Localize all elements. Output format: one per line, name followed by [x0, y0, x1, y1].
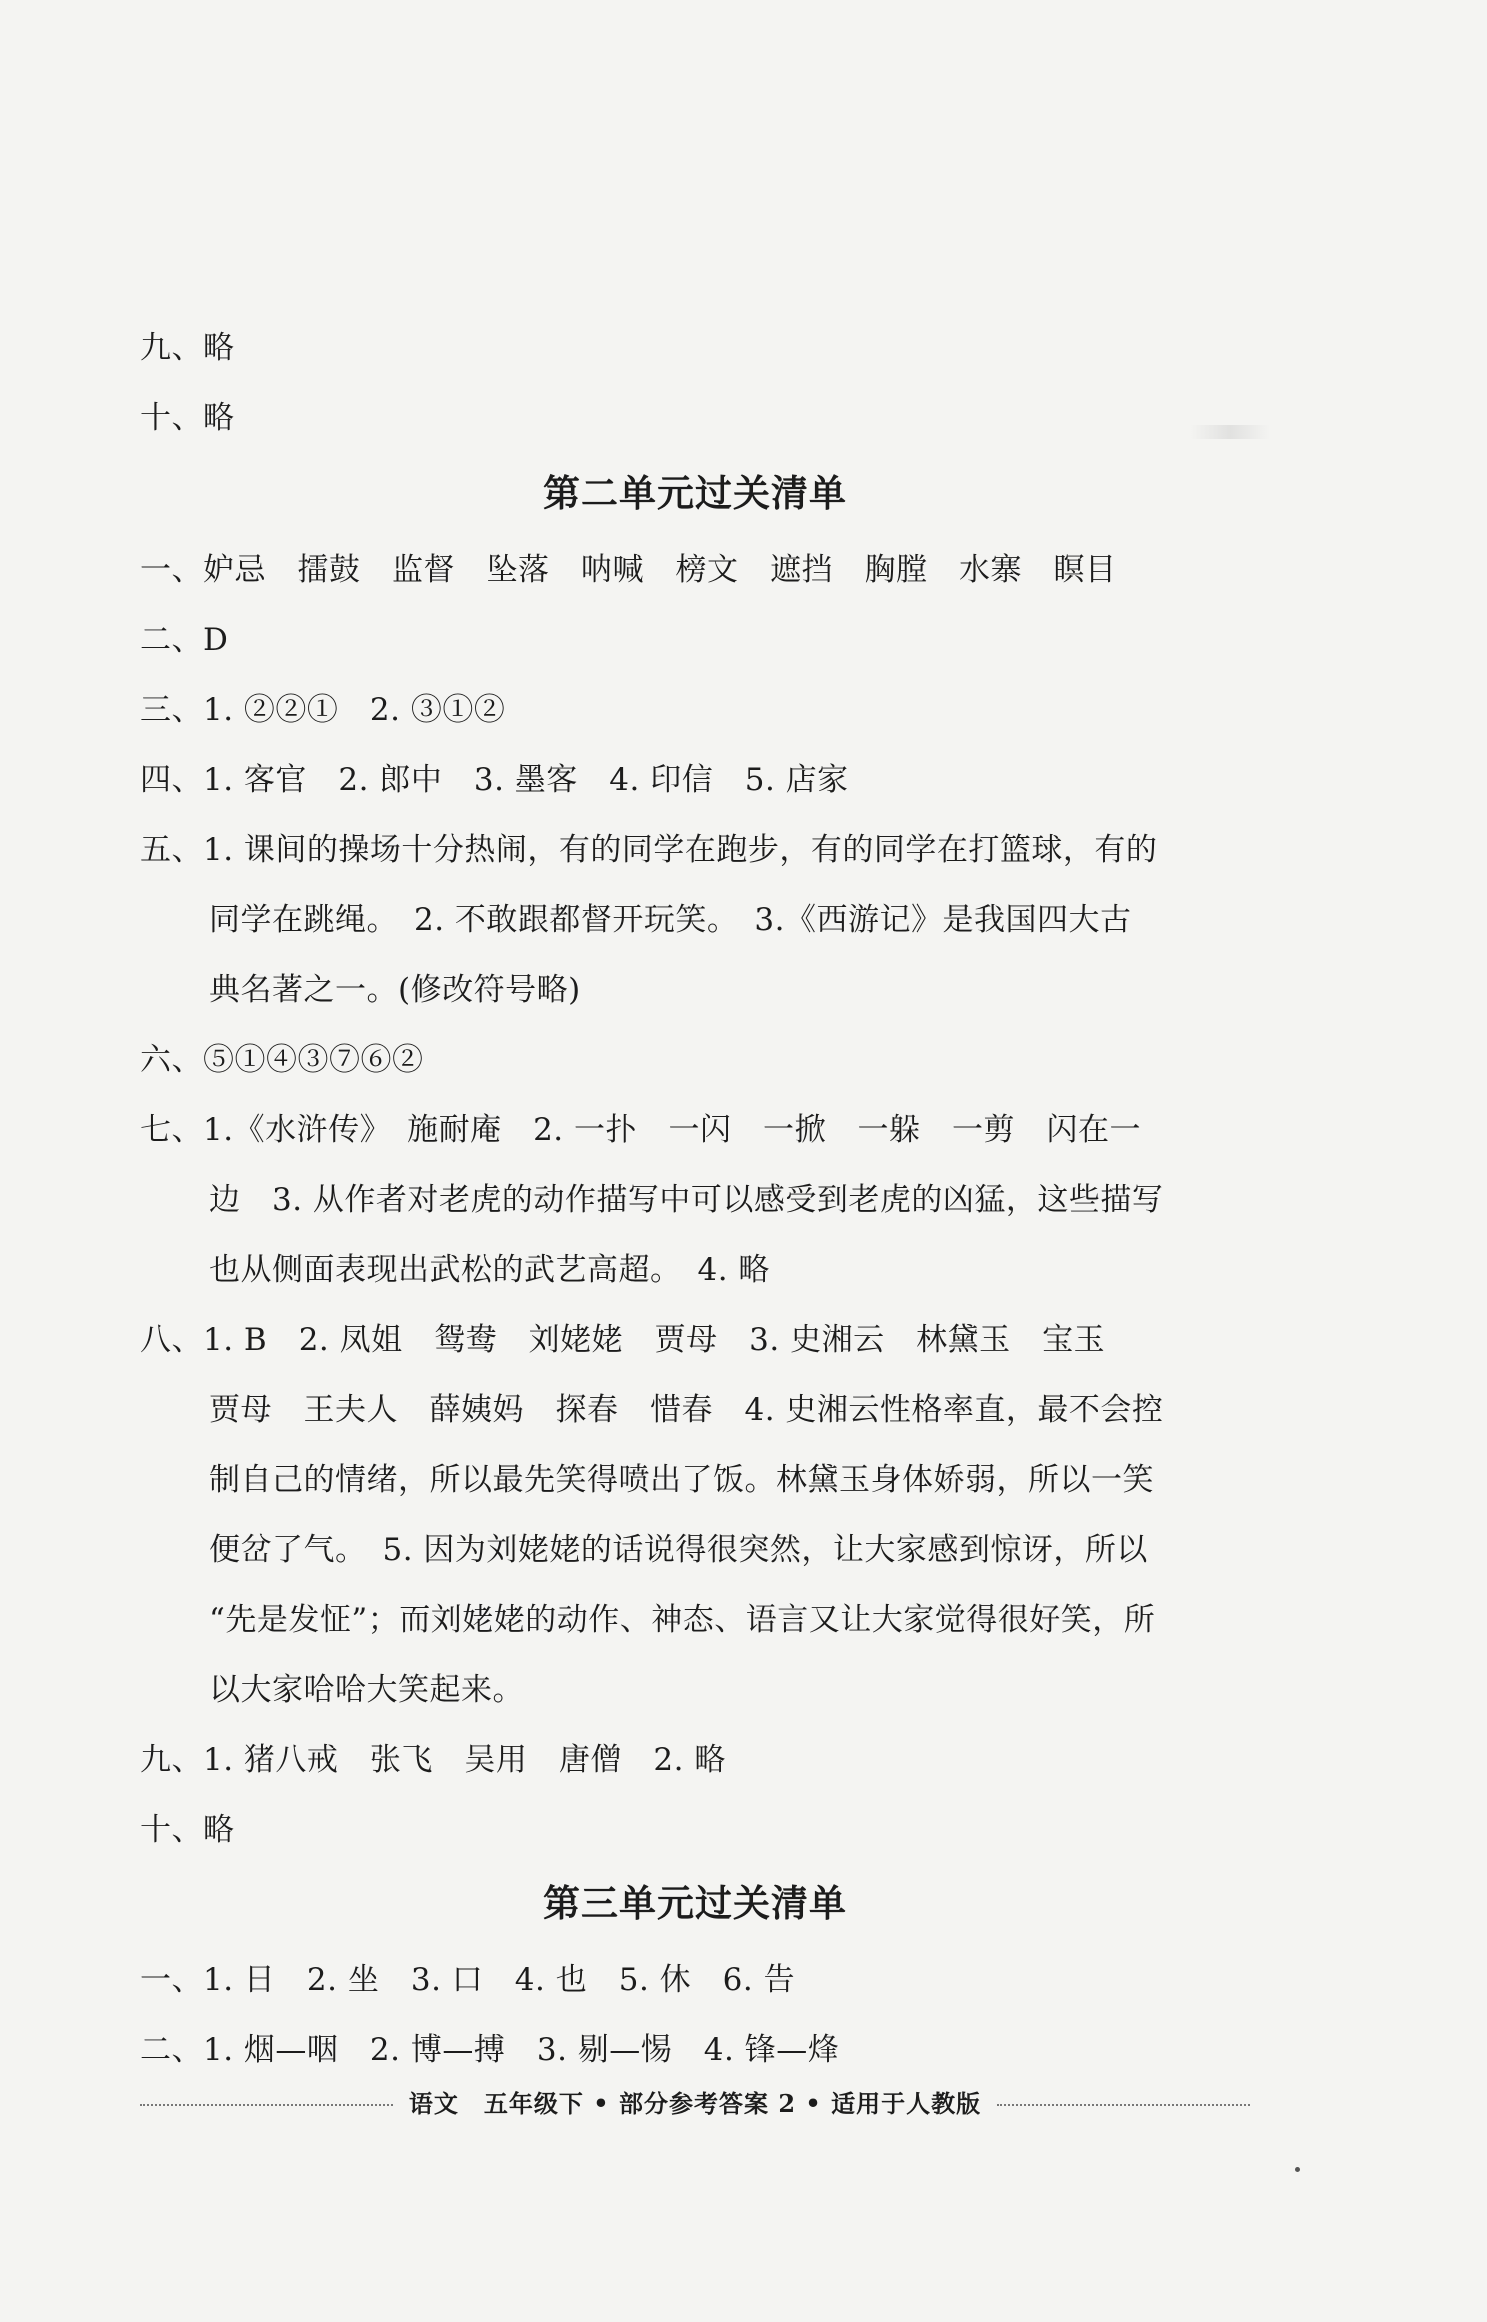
unit2-answer-9: 九、1. 猪八戒 张飞 吴用 唐僧 2. 略: [140, 1742, 726, 1778]
unit2-answer-8-line3: 制自己的情绪，所以最先笑得喷出了饭。林黛玉身体娇弱，所以一笑: [209, 1462, 1154, 1498]
unit3-title: 第三单元过关清单: [543, 1881, 847, 1925]
footer-dotted-rule-left: [140, 2104, 393, 2106]
unit2-answer-1: 一、妒忌 擂鼓 监督 坠落 呐喊 榜文 遮挡 胸膛 水寨 瞑目: [140, 552, 1117, 588]
faint-bleed-mark: [1190, 425, 1270, 439]
prev-answer-nine: 九、略: [140, 330, 235, 366]
unit2-answer-8-line1: 八、1. B 2. 凤姐 鸳鸯 刘姥姥 贾母 3. 史湘云 林黛玉 宝玉: [140, 1322, 1106, 1358]
unit2-answer-7-line1: 七、1.《水浒传》 施耐庵 2. 一扑 一闪 一掀 一躲 一剪 闪在一: [140, 1112, 1142, 1148]
footer-dotted-rule-right: [997, 2104, 1250, 2106]
unit2-answer-5-line3: 典名著之一。(修改符号略): [209, 972, 581, 1008]
scan-speck: [1295, 2167, 1300, 2172]
unit2-answer-8-line6: 以大家哈哈大笑起来。: [209, 1672, 524, 1708]
unit2-answer-4: 四、1. 客官 2. 郎中 3. 墨客 4. 印信 5. 店家: [140, 762, 849, 798]
unit2-title: 第二单元过关清单: [543, 471, 847, 515]
unit2-answer-8-line4: 便岔了气。 5. 因为刘姥姥的话说得很突然，让大家感到惊讶，所以: [209, 1532, 1148, 1568]
unit2-answer-7-line3: 也从侧面表现出武松的武艺高超。 4. 略: [209, 1252, 770, 1288]
unit3-answer-2: 二、1. 烟—咽 2. 博—搏 3. 剔—惕 4. 锋—烽: [140, 2032, 840, 2068]
unit2-answer-10: 十、略: [140, 1812, 235, 1848]
unit2-answer-7-line2: 边 3. 从作者对老虎的动作描写中可以感受到老虎的凶猛，这些描写: [209, 1182, 1164, 1218]
page-footer: [140, 2088, 1250, 2120]
unit2-answer-3: 三、1. ②②① 2. ③①②: [140, 692, 506, 728]
unit2-answer-6: 六、⑤①④③⑦⑥②: [140, 1042, 424, 1078]
unit2-answer-8-line2: 贾母 王夫人 薛姨妈 探春 惜春 4. 史湘云性格率直，最不会控: [209, 1392, 1164, 1428]
unit2-answer-5-line2: 同学在跳绳。 2. 不敢跟都督开玩笑。 3.《西游记》是我国四大古: [209, 902, 1132, 938]
unit3-answer-1: 一、1. 日 2. 坐 3. 口 4. 也 5. 休 6. 告: [140, 1962, 796, 1998]
unit2-answer-8-line5: “先是发怔”；而刘姥姥的动作、神态、语言又让大家觉得很好笑，所: [209, 1602, 1156, 1638]
unit2-answer-5-line1: 五、1. 课间的操场十分热闹，有的同学在跑步，有的同学在打篮球，有的: [140, 832, 1158, 868]
unit2-answer-2: 二、D: [140, 622, 229, 658]
prev-answer-ten: 十、略: [140, 400, 235, 436]
footer-text: 语文 五年级下 • 部分参考答案 2 • 适用于人教版: [408, 2089, 982, 2118]
